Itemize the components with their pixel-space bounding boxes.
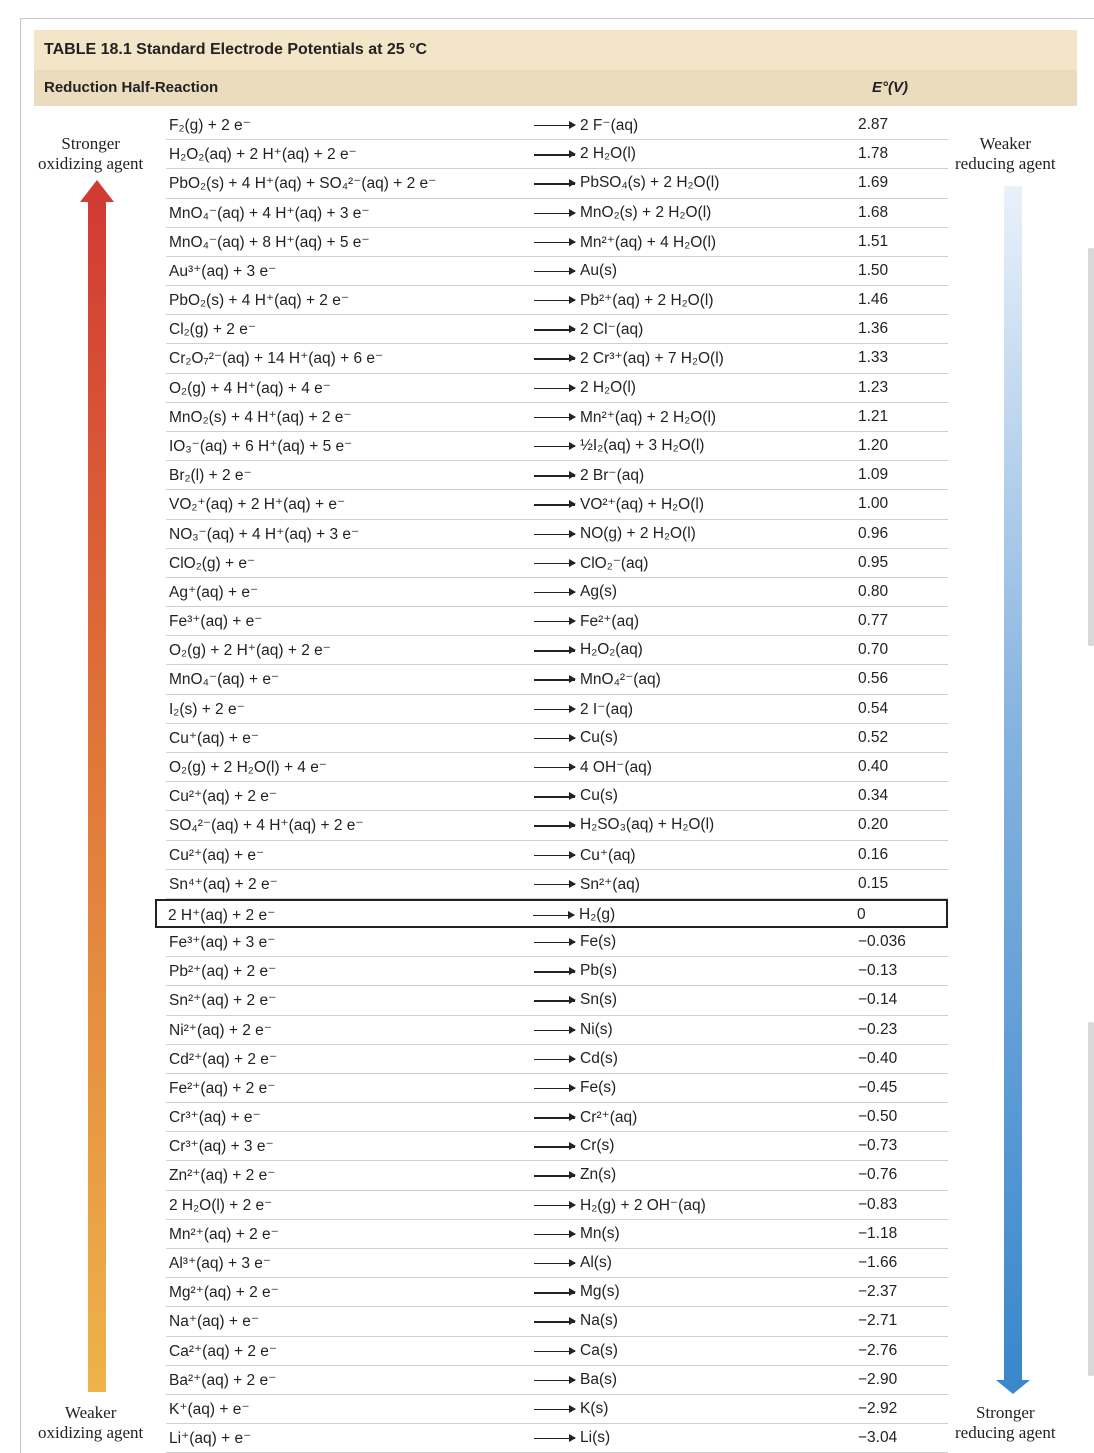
reactants: O₂(g) + 2 H⁺(aq) + 2 e⁻ <box>169 642 331 660</box>
standard-potential: −1.18 <box>858 1224 898 1242</box>
standard-potential: 1.33 <box>858 349 889 367</box>
reaction-arrow-icon <box>534 504 575 505</box>
standard-potential: −0.036 <box>858 933 906 951</box>
standard-potential: −0.23 <box>858 1020 898 1038</box>
standard-potential: −3.04 <box>858 1429 898 1447</box>
standard-potential: 1.51 <box>858 232 889 250</box>
products: 2 Br⁻(aq) <box>580 467 645 485</box>
standard-potential: 1.78 <box>858 145 889 163</box>
reaction-row <box>158 1424 948 1453</box>
reaction-row <box>158 257 948 286</box>
reaction-row <box>158 841 948 870</box>
standard-potential: 0.52 <box>858 728 889 746</box>
standard-potential: −1.66 <box>858 1254 898 1272</box>
reactants: Mg²⁺(aq) + 2 e⁻ <box>169 1284 279 1302</box>
standard-potential: 0.70 <box>858 641 889 659</box>
reaction-arrow-icon <box>534 650 575 651</box>
reactants: MnO₄⁻(aq) + 4 H⁺(aq) + 3 e⁻ <box>169 204 370 222</box>
reaction-arrow-icon <box>534 1030 575 1031</box>
products: H₂(g) <box>579 905 616 923</box>
reaction-arrow-icon <box>534 154 575 155</box>
reaction-arrow-icon <box>534 534 575 535</box>
reaction-arrow-icon <box>534 709 575 710</box>
products: Al(s) <box>580 1254 612 1272</box>
standard-potential: 2.87 <box>858 116 889 133</box>
reaction-arrow-icon <box>534 621 575 622</box>
reaction-row <box>158 724 948 753</box>
reaction-arrow-icon <box>534 300 575 301</box>
reaction-row <box>158 1132 948 1161</box>
reactants: I₂(s) + 2 e⁻ <box>169 700 245 718</box>
standard-potential: −2.92 <box>858 1399 898 1417</box>
reactants: MnO₄⁻(aq) + 8 H⁺(aq) + 5 e⁻ <box>169 233 370 251</box>
standard-potential: 1.21 <box>858 407 889 425</box>
reactants: Li⁺(aq) + e⁻ <box>169 1430 252 1448</box>
reaction-arrow-icon <box>534 796 575 797</box>
standard-potential: 1.09 <box>858 466 889 484</box>
products: Li(s) <box>580 1429 611 1447</box>
products: VO²⁺(aq) + H₂O(l) <box>580 496 704 514</box>
reactants: ClO₂(g) + e⁻ <box>169 554 256 572</box>
reaction-arrow-icon <box>534 358 575 359</box>
reaction-arrow-icon <box>534 1351 575 1352</box>
reactants: H₂O₂(aq) + 2 H⁺(aq) + 2 e⁻ <box>169 146 357 164</box>
products: 2 H₂O(l) <box>580 378 636 396</box>
reaction-arrow-icon <box>534 592 575 593</box>
reactants: Au³⁺(aq) + 3 e⁻ <box>169 262 277 280</box>
standard-potential: −0.83 <box>858 1195 898 1213</box>
reactants: Cl₂(g) + 2 e⁻ <box>169 321 256 339</box>
reactants: VO₂⁺(aq) + 2 H⁺(aq) + e⁻ <box>169 496 346 514</box>
reactants: SO₄²⁻(aq) + 4 H⁺(aq) + 2 e⁻ <box>169 817 364 835</box>
reaction-row <box>158 374 948 403</box>
reaction-arrow-icon <box>534 855 575 856</box>
reaction-arrow-icon <box>534 1146 575 1147</box>
reaction-arrow-icon <box>534 1409 575 1410</box>
reaction-row <box>158 1103 948 1132</box>
products: Pb²⁺(aq) + 2 H₂O(l) <box>580 292 714 310</box>
products: K(s) <box>580 1399 609 1417</box>
products: 2 Cl⁻(aq) <box>580 321 644 339</box>
products: Ni(s) <box>580 1020 613 1038</box>
reaction-row <box>158 578 948 607</box>
reaction-arrow-icon <box>534 1000 575 1001</box>
reactants: Sn⁴⁺(aq) + 2 e⁻ <box>169 875 278 893</box>
reaction-row <box>158 1016 948 1045</box>
reactants: Cr₂O₇²⁻(aq) + 14 H⁺(aq) + 6 e⁻ <box>169 350 384 368</box>
standard-potential: 0.56 <box>858 670 889 688</box>
reaction-arrow-icon <box>534 183 575 184</box>
reactants: K⁺(aq) + e⁻ <box>169 1400 250 1418</box>
standard-potential: −0.13 <box>858 962 898 980</box>
reactants: IO₃⁻(aq) + 6 H⁺(aq) + 5 e⁻ <box>169 437 353 455</box>
products: Cr²⁺(aq) <box>580 1109 638 1127</box>
products: Mn(s) <box>580 1224 620 1242</box>
reactants: Cd²⁺(aq) + 2 e⁻ <box>169 1050 278 1068</box>
products: Mg(s) <box>580 1283 620 1301</box>
reaction-arrow-icon <box>534 388 575 389</box>
reaction-arrow-icon <box>534 1059 575 1060</box>
reactants: O₂(g) + 4 H⁺(aq) + 4 e⁻ <box>169 379 331 397</box>
standard-potential: 0.34 <box>858 787 889 805</box>
column-header-reaction: Reduction Half-Reaction <box>44 79 219 96</box>
standard-potential: 0.15 <box>858 874 889 892</box>
products: Zn(s) <box>580 1166 617 1184</box>
standard-potential: −2.71 <box>858 1312 898 1330</box>
reactants: Ni²⁺(aq) + 2 e⁻ <box>169 1021 272 1039</box>
reaction-arrow-icon <box>534 1321 575 1322</box>
standard-potential: 1.50 <box>858 261 889 279</box>
reaction-arrow-icon <box>534 971 575 972</box>
reaction-row <box>158 490 948 519</box>
reactants: Ag⁺(aq) + e⁻ <box>169 583 259 601</box>
reactants: Na⁺(aq) + e⁻ <box>169 1313 260 1331</box>
label-weaker-oxidizing-agent: Weaker oxidizing agent <box>38 1403 144 1442</box>
standard-potential: 0.54 <box>858 699 889 717</box>
reaction-row <box>158 695 948 724</box>
reaction-arrow-icon <box>534 767 575 768</box>
label-stronger-reducing-agent: Stronger reducing agent <box>955 1403 1056 1442</box>
reaction-row <box>158 432 948 461</box>
reactants: MnO₄⁻(aq) + e⁻ <box>169 671 280 689</box>
standard-potential: 0.77 <box>858 612 889 630</box>
reaction-row <box>158 957 948 986</box>
reaction-arrow-icon <box>534 1205 575 1206</box>
products: Cu(s) <box>580 787 618 805</box>
standard-potential: −2.90 <box>858 1370 898 1388</box>
reaction-arrow-icon <box>534 563 575 564</box>
reactants: 2 H₂O(l) + 2 e⁻ <box>169 1196 273 1214</box>
reaction-row <box>158 1366 948 1395</box>
reactants: Cr³⁺(aq) + 3 e⁻ <box>169 1138 274 1156</box>
products: Na(s) <box>580 1312 618 1330</box>
reaction-arrow-icon <box>534 446 575 447</box>
reaction-row <box>158 986 948 1015</box>
reaction-row <box>158 1395 948 1424</box>
standard-potential: 0.20 <box>858 816 889 834</box>
reaction-row <box>158 811 948 840</box>
products: Fe(s) <box>580 933 617 951</box>
reaction-row <box>158 1220 948 1249</box>
products: Fe²⁺(aq) <box>580 613 639 631</box>
reactants: Cu²⁺(aq) + e⁻ <box>169 846 265 864</box>
reactants: Cu²⁺(aq) + 2 e⁻ <box>169 788 278 806</box>
products: Cd(s) <box>580 1049 618 1067</box>
standard-potential: 0.16 <box>858 845 889 863</box>
standard-potential: −2.37 <box>858 1283 898 1301</box>
reactants: Fe³⁺(aq) + 3 e⁻ <box>169 934 276 952</box>
reaction-row <box>158 140 948 169</box>
reactants: Sn²⁺(aq) + 2 e⁻ <box>169 992 277 1010</box>
reaction-arrow-icon <box>534 942 575 943</box>
reaction-row <box>158 228 948 257</box>
reactants: PbO₂(s) + 4 H⁺(aq) + SO₄²⁻(aq) + 2 e⁻ <box>169 175 437 193</box>
reaction-arrow-icon <box>534 271 575 272</box>
reactants: 2 H⁺(aq) + 2 e⁻ <box>168 906 276 924</box>
reactants: PbO₂(s) + 4 H⁺(aq) + 2 e⁻ <box>169 292 350 310</box>
products: 2 Cr³⁺(aq) + 7 H₂O(l) <box>580 350 724 368</box>
reactants: Br₂(l) + 2 e⁻ <box>169 467 252 485</box>
reaction-row <box>158 665 948 694</box>
reaction-row <box>158 1191 948 1220</box>
standard-potential: −0.45 <box>858 1078 898 1096</box>
products: Cr(s) <box>580 1137 615 1155</box>
reaction-row <box>158 315 948 344</box>
reaction-arrow-icon <box>534 1234 575 1235</box>
reaction-arrow-icon <box>534 1438 575 1439</box>
reactants: Ba²⁺(aq) + 2 e⁻ <box>169 1371 277 1389</box>
reactants: Fe²⁺(aq) + 2 e⁻ <box>169 1079 276 1097</box>
reaction-arrow-icon <box>534 1380 575 1381</box>
reaction-arrow-icon <box>534 329 575 330</box>
reaction-arrow-icon <box>534 417 575 418</box>
products: ClO₂⁻(aq) <box>580 554 649 572</box>
standard-potential: 0 <box>857 905 866 923</box>
reaction-arrow-icon <box>534 679 575 680</box>
reaction-row <box>158 753 948 782</box>
products: 2 I⁻(aq) <box>580 700 633 718</box>
products: H₂SO₃(aq) + H₂O(l) <box>580 816 715 834</box>
standard-potential: 1.46 <box>858 291 889 309</box>
reactants: Pb²⁺(aq) + 2 e⁻ <box>169 963 277 981</box>
reaction-arrow-icon <box>534 475 575 476</box>
standard-potential: −0.73 <box>858 1137 898 1155</box>
standard-potential: 0.96 <box>858 524 889 542</box>
reaction-arrow-icon <box>534 1117 575 1118</box>
products: Sn(s) <box>580 991 618 1009</box>
standard-potential: 1.36 <box>858 320 889 338</box>
standard-potential: 0.40 <box>858 757 889 775</box>
standard-potential: 1.68 <box>858 203 889 221</box>
products: H₂(g) + 2 OH⁻(aq) <box>580 1196 706 1214</box>
products: NO(g) + 2 H₂O(l) <box>580 524 696 542</box>
standard-potential: −0.76 <box>858 1166 898 1184</box>
reaction-row <box>158 461 948 490</box>
products: Cu⁺(aq) <box>580 846 636 864</box>
reactants: Cr³⁺(aq) + e⁻ <box>169 1109 261 1127</box>
reactants: NO₃⁻(aq) + 4 H⁺(aq) + 3 e⁻ <box>169 525 360 543</box>
reaction-row <box>158 286 948 315</box>
reaction-row <box>158 1307 948 1336</box>
standard-potential: 0.80 <box>858 582 889 600</box>
products: PbSO₄(s) + 2 H₂O(l) <box>580 174 720 192</box>
products: Mn²⁺(aq) + 2 H₂O(l) <box>580 408 717 426</box>
products: Pb(s) <box>580 962 618 980</box>
products: H₂O₂(aq) <box>580 641 643 659</box>
reaction-arrow-icon <box>534 884 575 885</box>
reactants: Fe³⁺(aq) + e⁻ <box>169 613 263 631</box>
products: 2 F⁻(aq) <box>580 117 639 134</box>
products: 2 H₂O(l) <box>580 145 636 163</box>
label-weaker-reducing-agent: Weaker reducing agent <box>955 134 1056 173</box>
products: Cu(s) <box>580 728 618 746</box>
reaction-arrow-icon <box>534 1088 575 1089</box>
reaction-row <box>158 169 948 198</box>
reaction-row <box>158 111 948 140</box>
reaction-arrow-icon <box>533 915 574 916</box>
label-stronger-oxidizing-agent: Stronger oxidizing agent <box>38 134 144 173</box>
standard-potential: 1.69 <box>858 174 889 192</box>
standard-potential: 0.95 <box>858 553 889 571</box>
reaction-arrow-icon <box>534 213 575 214</box>
reaction-row <box>158 520 948 549</box>
reaction-row <box>158 928 948 957</box>
reaction-arrow-icon <box>534 1175 575 1176</box>
products: Au(s) <box>580 261 618 279</box>
scrollbar-thumb-upper[interactable] <box>1088 248 1094 646</box>
reactants: Cu⁺(aq) + e⁻ <box>169 729 260 747</box>
reaction-row <box>158 1161 948 1190</box>
reactants: Zn²⁺(aq) + 2 e⁻ <box>169 1167 276 1185</box>
reaction-row <box>158 1337 948 1366</box>
scrollbar-thumb-lower[interactable] <box>1088 1022 1094 1376</box>
reaction-row <box>158 1278 948 1307</box>
standard-potential: −0.50 <box>858 1108 898 1126</box>
reaction-row <box>158 549 948 578</box>
products: Fe(s) <box>580 1078 617 1096</box>
standard-potential: −0.14 <box>858 991 898 1009</box>
reactants: Al³⁺(aq) + 3 e⁻ <box>169 1255 272 1273</box>
reactants: F₂(g) + 2 e⁻ <box>169 117 251 134</box>
reaction-arrow-icon <box>534 825 575 826</box>
table-title: TABLE 18.1 Standard Electrode Potentials at 25 °C <box>44 41 428 58</box>
reactants: MnO₂(s) + 4 H⁺(aq) + 2 e⁻ <box>169 408 352 426</box>
reactants: O₂(g) + 2 H₂O(l) + 4 e⁻ <box>169 758 328 776</box>
standard-potential: 1.23 <box>858 378 889 396</box>
reactants: Ca²⁺(aq) + 2 e⁻ <box>169 1342 278 1360</box>
reaction-arrow-icon <box>534 738 575 739</box>
products: MnO₂(s) + 2 H₂O(l) <box>580 203 712 221</box>
reaction-row <box>158 199 948 228</box>
reaction-row <box>158 403 948 432</box>
reaction-arrow-icon <box>534 242 575 243</box>
reaction-row-reference-hydrogen <box>155 899 948 928</box>
reaction-row <box>158 344 948 373</box>
products: MnO₄²⁻(aq) <box>580 671 661 689</box>
products: Ag(s) <box>580 582 618 600</box>
products: ½I₂(aq) + 3 H₂O(l) <box>580 436 705 454</box>
reaction-row <box>158 1249 948 1278</box>
reaction-arrow-icon <box>534 125 575 126</box>
products: Ba(s) <box>580 1370 618 1388</box>
reactants: Mn²⁺(aq) + 2 e⁻ <box>169 1225 279 1243</box>
reaction-row <box>158 782 948 811</box>
reaction-row <box>158 1074 948 1103</box>
standard-potential: −2.76 <box>858 1341 898 1359</box>
products: Ca(s) <box>580 1341 618 1359</box>
products: Mn²⁺(aq) + 4 H₂O(l) <box>580 233 717 251</box>
products: 4 OH⁻(aq) <box>580 758 652 776</box>
column-header-potential: E°(V) <box>872 79 908 96</box>
reaction-row <box>158 607 948 636</box>
standard-potential: −0.40 <box>858 1049 898 1067</box>
reaction-arrow-icon <box>534 1292 575 1293</box>
products: Sn²⁺(aq) <box>580 875 640 893</box>
reaction-row <box>158 1045 948 1074</box>
reaction-row <box>158 870 948 899</box>
standard-potential: 1.00 <box>858 495 889 513</box>
standard-potential: 1.20 <box>858 436 889 454</box>
reaction-arrow-icon <box>534 1263 575 1264</box>
reaction-row <box>158 636 948 665</box>
